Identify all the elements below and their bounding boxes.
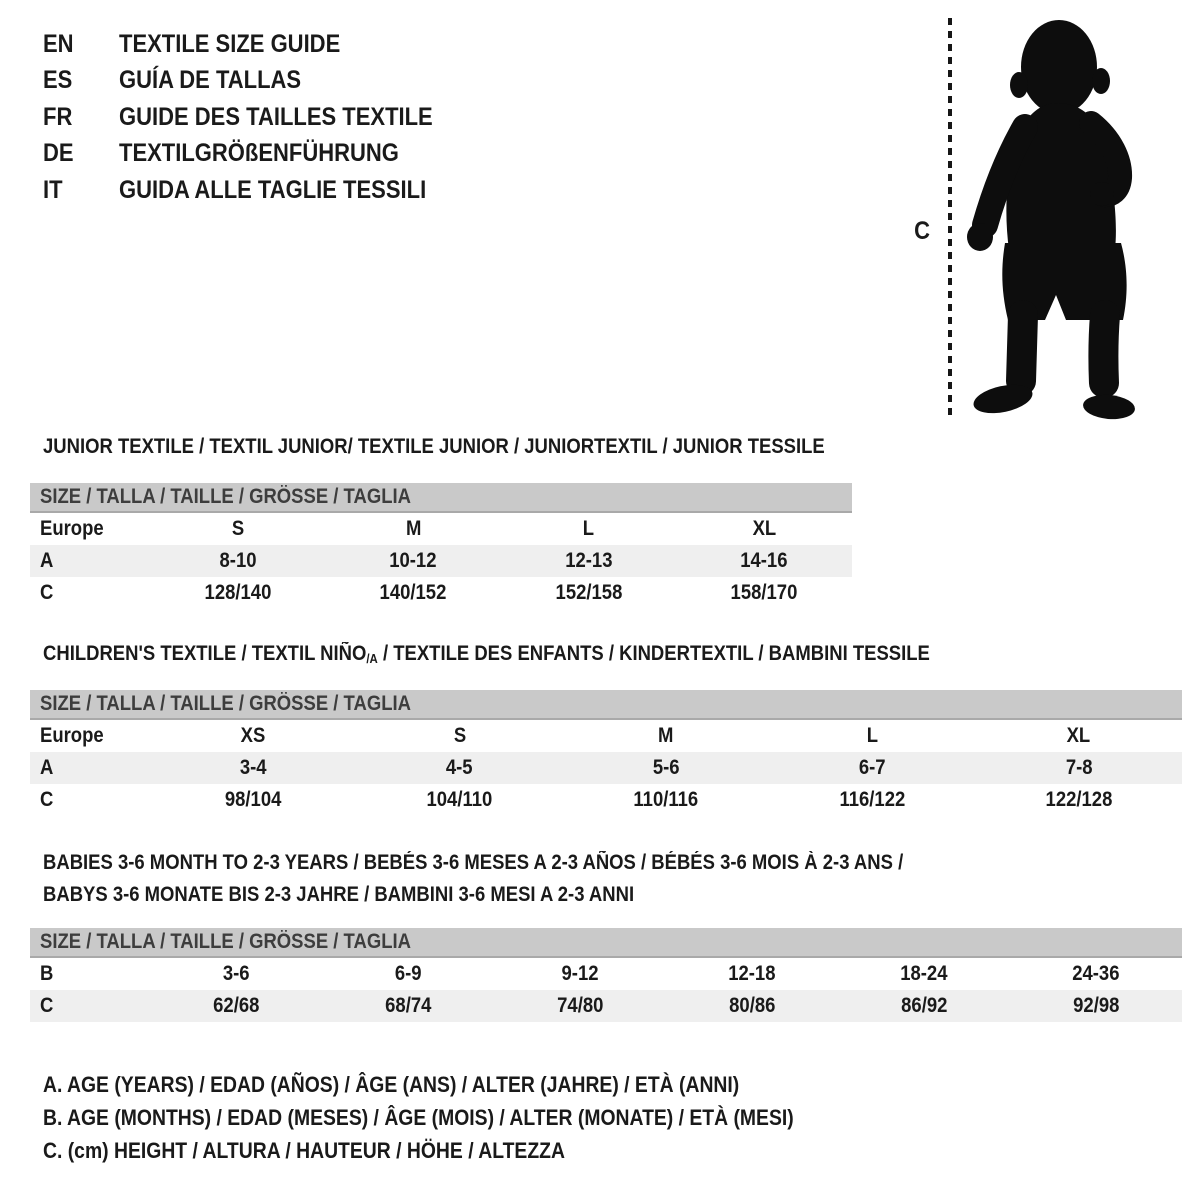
table-cell: 4-5 xyxy=(446,756,473,779)
language-code: IT xyxy=(43,175,63,204)
babies-row-height xyxy=(30,990,1182,1022)
table-cell: 10-12 xyxy=(389,549,437,572)
language-code: ES xyxy=(43,66,73,95)
table-cell: 116/122 xyxy=(839,788,906,811)
size-column-header: XS xyxy=(240,724,266,747)
table-cell: 152/158 xyxy=(555,581,623,604)
height-measure-label: C xyxy=(914,217,930,245)
babies-section-title-line2: BABYS 3-6 MONATE BIS 2-3 JAHRE / BAMBINI 3-6 MESI A 2-3 ANNI xyxy=(43,883,635,906)
size-column-header: L xyxy=(583,517,595,540)
table-cell: 74/80 xyxy=(556,994,604,1017)
table-cell: 12-18 xyxy=(728,962,776,985)
footnote-a: A. AGE (YEARS) / EDAD (AÑOS) / ÂGE (ANS) / ALTER (JAHRE) / ETÀ (ANNI) xyxy=(43,1072,740,1097)
size-column-header: S xyxy=(231,517,244,540)
junior-size-table xyxy=(30,483,852,609)
language-row-fr xyxy=(43,99,476,136)
guide-title-de: TEXTILGRÖßENFÜHRUNG xyxy=(119,139,399,168)
junior-row-age xyxy=(30,545,852,577)
guide-title-fr: GUIDE DES TAILLES TEXTILE xyxy=(119,102,433,131)
children-row-height xyxy=(30,784,1182,816)
size-header-label: SIZE / TALLA / TAILLE / GRÖSSE / TAGLIA xyxy=(40,692,411,715)
table-cell: 158/170 xyxy=(730,581,798,604)
region-header-cell: Europe xyxy=(40,517,104,540)
table-cell: 110/116 xyxy=(633,788,699,811)
table-cell: 9-12 xyxy=(561,962,599,985)
size-header-bar xyxy=(30,928,1182,958)
table-cell: 7-8 xyxy=(1065,756,1093,779)
table-cell: 98/104 xyxy=(224,788,282,811)
row-label-cell: A xyxy=(40,549,54,572)
language-row-en xyxy=(43,26,476,63)
language-code: FR xyxy=(43,102,73,131)
language-row-it xyxy=(43,172,476,209)
guide-title-es: GUÍA DE TALLAS xyxy=(119,66,302,95)
size-column-header: XL xyxy=(1066,724,1091,747)
table-cell: 24-36 xyxy=(1072,962,1120,985)
table-cell: 62/68 xyxy=(212,994,260,1017)
height-measure-dashed-line xyxy=(948,18,952,416)
footnote-c: C. (cm) HEIGHT / ALTURA / HAUTEUR / HÖHE / ALTEZZA xyxy=(43,1138,565,1163)
size-column-header: M xyxy=(658,724,674,747)
footnote-b: B. AGE (MONTHS) / EDAD (MESES) / ÂGE (MOIS) / ALTER (MONATE) / ETÀ (MESI) xyxy=(43,1105,794,1130)
row-label-cell: B xyxy=(40,962,54,985)
table-cell: 128/140 xyxy=(204,581,272,604)
size-header-bar xyxy=(30,483,852,513)
junior-column-header-row xyxy=(30,513,852,545)
size-column-header: L xyxy=(866,724,879,747)
language-row-es xyxy=(43,63,476,100)
babies-row-months xyxy=(30,958,1182,990)
table-cell: 86/92 xyxy=(900,994,948,1017)
table-cell: 12-13 xyxy=(565,549,613,572)
table-cell: 18-24 xyxy=(900,962,948,985)
babies-section-title-line1: BABIES 3-6 MONTH TO 2-3 YEARS / BEBÉS 3-6 MESES A 2-3 AÑOS / BÉBÉS 3-6 MOIS À 2-3 ANS / xyxy=(43,851,904,874)
table-cell: 92/98 xyxy=(1072,994,1120,1017)
region-header-cell: Europe xyxy=(40,724,104,747)
row-label-cell: C xyxy=(40,994,54,1017)
children-column-header-row xyxy=(30,720,1182,752)
toddler-silhouette-icon xyxy=(963,15,1139,421)
language-code: EN xyxy=(43,29,74,58)
row-label-cell: C xyxy=(40,581,54,604)
table-cell: 8-10 xyxy=(219,549,257,572)
table-cell: 140/152 xyxy=(379,581,447,604)
table-cell: 5-6 xyxy=(652,756,680,779)
size-column-header: M xyxy=(405,517,421,540)
row-label-cell: A xyxy=(40,756,54,779)
size-column-header: XL xyxy=(752,517,777,540)
language-code: DE xyxy=(43,139,74,168)
table-cell: 122/128 xyxy=(1045,788,1113,811)
babies-size-table xyxy=(30,928,1182,1022)
table-cell: 3-6 xyxy=(222,962,250,985)
guide-title-en: TEXTILE SIZE GUIDE xyxy=(119,29,341,58)
table-cell: 6-9 xyxy=(394,962,422,985)
table-cell: 104/110 xyxy=(426,788,493,811)
junior-section-title: JUNIOR TEXTILE / TEXTIL JUNIOR/ TEXTILE JUNIOR / JUNIORTEXTIL / JUNIOR TESSILE xyxy=(43,435,825,458)
table-cell: 68/74 xyxy=(384,994,432,1017)
children-title-small-suffix: /A xyxy=(366,651,378,666)
size-header-bar xyxy=(30,690,1182,720)
children-row-age xyxy=(30,752,1182,784)
size-column-header: S xyxy=(453,724,466,747)
language-title-list xyxy=(43,26,476,209)
junior-row-height xyxy=(30,577,852,609)
children-section-title: CHILDREN'S TEXTILE / TEXTIL NIÑO/A / TEXTILE DES ENFANTS / KINDERTEXTIL / BAMBINI TESSILE xyxy=(43,642,930,666)
table-cell: 3-4 xyxy=(239,756,267,779)
table-cell: 6-7 xyxy=(859,756,886,779)
table-cell: 14-16 xyxy=(740,549,788,572)
row-label-cell: C xyxy=(40,788,54,811)
size-header-label: SIZE / TALLA / TAILLE / GRÖSSE / TAGLIA xyxy=(40,930,411,953)
footnote-legend xyxy=(43,1068,896,1167)
guide-title-it: GUIDA ALLE TAGLIE TESSILI xyxy=(119,175,427,204)
language-row-de xyxy=(43,136,476,173)
table-cell: 80/86 xyxy=(728,994,776,1017)
children-size-table xyxy=(30,690,1182,816)
size-header-label: SIZE / TALLA / TAILLE / GRÖSSE / TAGLIA xyxy=(40,485,411,508)
